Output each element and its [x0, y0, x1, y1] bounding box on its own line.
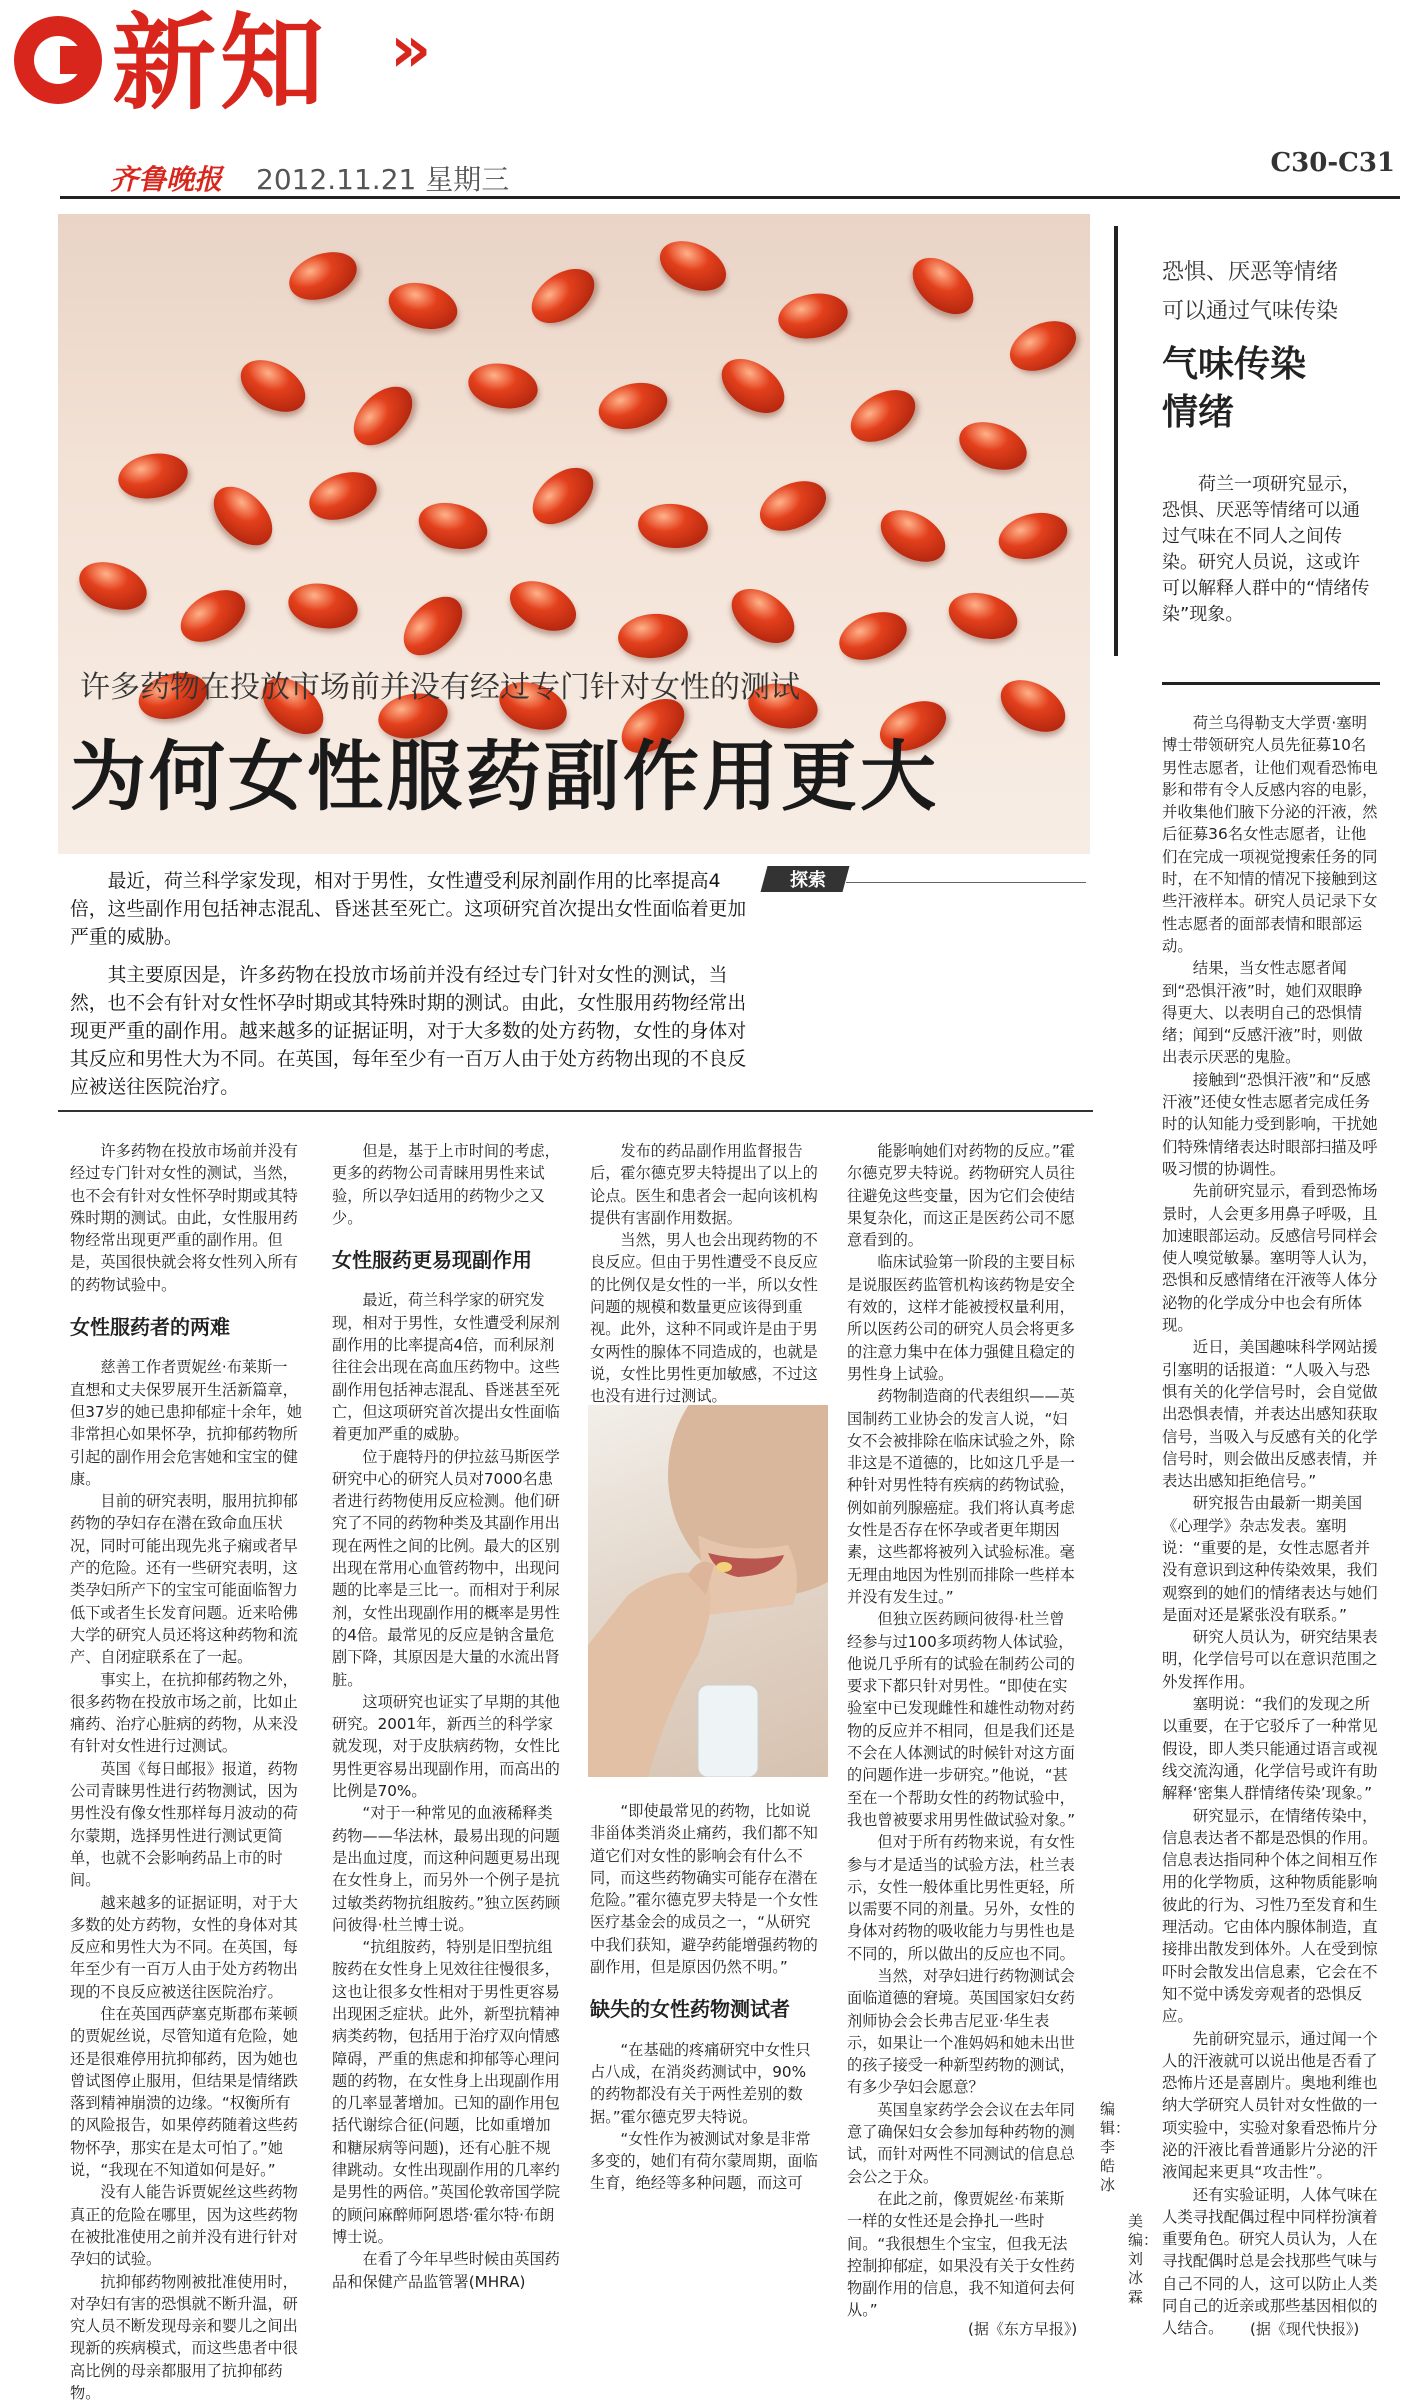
paragraph: 越来越多的证据证明，对于大多数的处方药物，女性的身体对其反应和男性大为不同。在英国，每年至少有一百万人由于处方药物出现的不良反应被送往医院治疗。 [70, 1893, 298, 2001]
paragraph: 事实上，在抗抑郁药物之外，很多药物在投放市场之前，比如止痛药、治疗心脏病的药物，从来没有针对女性进行过测试。 [70, 1670, 298, 1756]
paragraph: 住在英国西萨塞克斯郡布莱顿的贾妮丝说，尽管知道有危险，她还是很难停用抗抑郁药，因为她也曾试图停止服用，但结果是情绪跌落到精神崩溃的边缘。“权衡所有的风险报告，如果停药随着这些药物怀孕，那实在是太可怕了。”她说，“我现在不知道如何是好。” [70, 2004, 298, 2180]
body-column-3 [590, 1140, 820, 1408]
column-tag: 探索 [790, 870, 826, 891]
paragraph: 塞明说：“我们的发现之所以重要，在于它驳斥了一种常见假设，即人类只能通过语言或视线交流沟通，化学信号或许有助解释‘密集人群情绪传染’现象。” [1162, 1695, 1378, 1803]
sidebar-body [1162, 712, 1378, 2340]
paragraph: 发布的药品副作用监督报告后，霍尔德克罗夫特提出了以上的论点。医生和患者会一起向该机构提供有害副作用数据。 [590, 1142, 818, 1227]
sidebar-kicker: 恐惧、厌恶等情绪 [1162, 260, 1339, 285]
lede-paragraph: 最近，荷兰科学家发现，相对于男性，女性遭受利尿剂副作用的比率提高4倍，这些副作用包括神志混乱、昏迷甚至死亡。这项研究首次提出女性面临着更加严重的威胁。 [70, 871, 747, 948]
paragraph: 研究人员认为，研究结果表明，化学信号可以在意识范围之外发挥作用。 [1162, 1628, 1378, 1691]
sidebar-kicker: 可以通过气味传染 [1162, 299, 1339, 324]
designer-credit: 美编：刘冰霖 [1128, 2212, 1159, 2306]
paragraph: 慈善工作者贾妮丝·布莱斯一直想和丈夫保罗展开生活新篇章，但37岁的她已患抑郁症十余年，她非常担心如果怀孕，抗抑郁药物所引起的副作用会危害她和宝宝的健康。 [70, 1358, 302, 1488]
paragraph: 这项研究也证实了早期的其他研究。2001年，新西兰的科学家就发现，对于皮肤病药物，女性比男性更容易出现副作用，而高出的比例是70%。 [332, 1692, 560, 1801]
body-column-1 [70, 1140, 302, 2404]
article-headline: 为何女性服药副作用更大 [70, 732, 939, 821]
paper-name: 齐鲁晚报 [110, 163, 223, 196]
body-top-rule [58, 1110, 1093, 1112]
article-source: (据《东方早报》) [968, 2320, 1078, 2338]
body-column-3-continued [590, 1800, 820, 2195]
paragraph: 药物制造商的代表组织——英国制药工业协会的发言人说，“妇女不会被排除在临床试验之外，除非这是不道德的，比如这几乎是一种针对男性特有疾病的药物试验，例如前列腺癌症。我们将认真考虑女性是否存在怀孕或者更年期因素，这些都将被列入试验标准。毫无理由地因为性别而排除一些样本并没有发生过。” [847, 1387, 1075, 1606]
section-heading: 女性服药者的两难 [70, 1315, 230, 1340]
editor-credit: 编辑：李皓冰 [1100, 2100, 1131, 2194]
paragraph: 没有人能告诉贾妮丝这些药物真正的危险在哪里，因为这些药物在被批准使用之前并没有进行针对孕妇的试验。 [70, 2183, 298, 2269]
column-tag-line [846, 882, 1086, 883]
paragraph: 研究报告由最新一期美国《心理学》杂志发表。塞明说：“重要的是，女性志愿者并没有意识到这种传染效果，我们观察到的她们的情绪表达与她们是面对还是紧张没有联系。” [1162, 1494, 1378, 1624]
article-lede [70, 868, 750, 1112]
top-rule [60, 196, 1400, 199]
paragraph: 研究显示，在情绪传染中，信息表达者不都是恐惧的作用。信息表达指同种个体之间相互作用的化学物质，这种物质能影响彼此的行为、习性乃至发育和生理活动。它由体内腺体制造，直接排出散发到体外。人在受到惊吓时会散发出信息素，它会在不知不觉中诱发旁观者的恐惧反应。 [1162, 1806, 1378, 2026]
paragraph: 抗抑郁药物刚被批准使用时，对孕妇有害的恐惧就不断升温，研究人员不断发现母亲和婴儿之间出现新的疾病模式，而这些患者中很高比例的母亲都服用了抗抑郁药物。 [70, 2272, 298, 2403]
sidebar-title: 情绪 [1162, 392, 1235, 433]
sidebar-intro: 荷兰一项研究显示，恐惧、厌恶等情绪可以通过气味在不同人之间传染。研究人员说，这或许可以解释人群中的“情绪传染”现象。 [1162, 474, 1370, 625]
paragraph: 当然，对孕妇进行药物测试会面临道德的窘境。英国国家妇女药剂师协会会长弗吉尼亚·华生表示，如果让一个准妈妈和她未出世的孩子接受一种新型药物的测试，有多少孕妇会愿意？ [847, 1966, 1075, 2097]
sidebar-title: 气味传染 [1162, 344, 1307, 385]
paragraph: 但独立医药顾问彼得·杜兰曾经参与过100多项药物人体试验，他说几乎所有的试验在制药公司的要求下都只针对男性。“即使在实验室中已发现雌性和雄性动物对药物的反应并不相同，但是我们还是不会在人体测试的时候针对这方面的问题作进一步研究。”他说，“甚至在一个帮助女性的药物试验中，我也曾被要求用男性做试验对象。” [847, 1610, 1076, 1829]
body-column-4 [847, 1140, 1079, 2322]
paragraph: 但是，基于上市时间的考虑，更多的药物公司青睐用男性来试验，所以孕妇适用的药物少之又少。 [332, 1142, 560, 1227]
paragraph: “即使最常见的药物，比如说非甾体类消炎止痛药，我们都不知道它们对女性的影响会有什么不同，而这些药物确实可能存在潜在危险。”霍尔德克罗夫特是一个女性医疗基金会的成员之一，“从研究中我们获知，避孕药能增强药物的副作用，但是原因仍然不明。” [590, 1802, 819, 1977]
paragraph: 结果，当女性志愿者闻到“恐惧汗液”时，她们双眼睁得更大、以表明自己的恐惧情绪；闻到“反感汗液”时，则做出表示厌恶的鬼脸。 [1162, 959, 1363, 1067]
paragraph: 英国《每日邮报》报道，药物公司青睐男性进行药物测试，因为男性没有像女性那样每月波动的荷尔蒙期，选择男性进行测试更简单，也就不会影响药品上市的时间。 [70, 1759, 298, 1890]
paragraph: 荷兰乌得勒支大学贾·塞明博士带领研究人员先征募10名男性志愿者，让他们观看恐怖电影和带有令人反感内容的电影，并收集他们腋下分泌的汗液，然后征募36名女性志愿者，让他们在完成一项视觉搜索任务的同时，在不知情的情况下接触到这些汗液样本。研究人员记录下女性志愿者的面部表情和眼部运动。 [1162, 714, 1378, 955]
body-column-2 [332, 1140, 562, 2293]
paragraph: “对于一种常见的血液稀释类药物——华法林，最易出现的问题是出血过度，而这种问题更易出现在女性身上，而另外一个例子是抗过敏类药物抗组胺药。”独立医药顾问彼得·杜兰博士说。 [332, 1804, 561, 1934]
sidebar-divider [1162, 682, 1380, 685]
photo-woman-taking-pill [588, 1405, 828, 1777]
paragraph: “抗组胺药，特别是旧型抗组胺药在女性身上见效往往慢很多，这也让很多女性相对于男性更容易出现困乏症状。此外，新型抗精神病类药物，包括用于治疗双向情感障碍，严重的焦虑和抑郁等心理问题的药物，在女性身上出现副作用的几率显著增加。已知的副作用包括代谢综合征(问题，比如重增加和糖尿病等问题)，还有心脏不规律跳动。女性出现副作用的几率约是男性的两倍。”英国伦敦帝国学院的顾问麻醉师阿恩塔·霍尔特·布朗博士说。 [332, 1938, 561, 2246]
date-line: 2012.11.21 星期三 [256, 163, 510, 196]
paragraph: “女性作为被测试对象是非常多变的，她们有荷尔蒙周期，面临生育，绝经等多种问题，而这可 [590, 2129, 818, 2193]
paragraph: 当然，男人也会出现药物的不良反应。但由于男性遭受不良反应的比例仅是女性的一半，所以女性问题的规模和数量更应该得到重视。此外，这种不同或许是由于男女两性的腺体不同造成的，也就是说，女性比男性更加敏感，不过这也没有进行过测试。 [590, 1231, 818, 1406]
paragraph: 英国皇家药学会会议在去年同意了确保妇女会参加每种药物的测试，而针对两性不同测试的信息总会公之于众。 [847, 2100, 1075, 2186]
photo-illustration [588, 1405, 828, 1777]
paragraph: 先前研究显示，看到恐怖场景时，人会更多用鼻子呼吸，且加速眼部运动。反感信号同样会使人嗅觉敏暴。塞明等人认为，恐惧和反感情绪在汗液等人体分泌物的化学成分中也会有所体现。 [1162, 1182, 1378, 1335]
paragraph: “在基础的疼痛研究中女性只占八成，在消炎药测试中，90%的药物都没有关于两性差别的数据。”霍尔德克罗夫特说。 [590, 2040, 811, 2126]
paragraph: 目前的研究表明，服用抗抑郁药物的孕妇存在潜在致命血压状况，同时可能出现先兆子痫或者早产的危险。还有一些研究表明，这类孕妇所产下的宝宝可能面临智力低下或者生长发育问题。近来哈佛大学的研究人员还将这种药物和流产、自闭症联系在了一起。 [70, 1492, 298, 1667]
paragraph: 接触到“恐惧汗液”和“反感汗液”还使女性志愿者完成任务时的认知能力受到影响，干扰她们特殊情绪表达时眼部扫描及呼吸习惯的协调性。 [1162, 1070, 1378, 1178]
lede-paragraph: 其主要原因是，许多药物在投放市场前并没有经过专门针对女性的测试，当然，也不会有针对女性怀孕时期或其特殊时期的测试。由此，女性服用药物经常出现更严重的副作用。越来越多的证据证明，对于大多数的处方药物，女性的身体对其反应和男性大为不同。在英国，每年至少有一百万人由于处方药物出现的不良反应被送往医院治疗。 [70, 965, 747, 1098]
paragraph: 许多药物在投放市场前并没有经过专门针对女性的测试，当然，也不会有针对女性怀孕时期或其特殊时期的测试。由此，女性服用药物经常出现更严重的副作用。但是，英国很快就会将女性列入所有的药物试验中。 [70, 1142, 298, 1294]
sidebar-vertical-rule [1114, 226, 1118, 656]
paragraph: 在此之前，像贾妮丝·布莱斯一样的女性还是会挣扎一些时间。“我很想生个宝宝，但我无法控制抑郁症，如果没有关于女性药物副作用的信息，我不知道何去何从。” [847, 2189, 1075, 2320]
section-quote-mark: » [390, 13, 432, 87]
section-heading: 缺失的女性药物测试者 [590, 1997, 790, 2022]
paragraph: 但对于所有药物来说，有女性参与才是适当的试验方法，杜兰表示，女性一般体重比男性更轻，所以需要不同的剂量。另外，女性的身体对药物的吸收能力与男性也是不同的，所以做出的反应也不同。 [847, 1833, 1075, 1963]
paragraph: 还有实验证明，人体气味在人类寻找配偶过程中同样扮演着重要角色。研究人员认为，人在寻找配偶时总是会找那些气味与自己不同的人，这可以防止人类同自己的近亲或那些基因相似的人结合。 [1162, 2185, 1378, 2338]
sidebar-source: (据《现代快报》) [1250, 2320, 1360, 2338]
article-subhead: 许多药物在投放市场前并没有经过专门针对女性的测试 [80, 670, 800, 705]
paragraph: 先前研究显示，通过闻一个人的汗液就可以说出他是否看了恐怖片还是喜剧片。奥地利维也纳大学研究人员针对女性做的一项实验中，实验对象看恐怖片分泌的汗液比看普通影片分泌的汗液闻起来更具“攻击性”。 [1162, 2029, 1378, 2182]
paragraph: 能影响她们对药物的反应。”霍尔德克罗夫特说。药物研究人员往往避免这些变量，因为它们会使结果复杂化，而这正是医药公司不愿意看到的。 [847, 1142, 1076, 1250]
paragraph: 最近，荷兰科学家的研究发现，相对于男性，女性遭受利尿剂副作用的比率提高4倍，而利尿剂往往会出现在高血压药物中。这些副作用包括神志混乱、昏迷甚至死亡，但这项研究首次提出女性面临着更加严重的威胁。 [332, 1291, 560, 1444]
paragraph: 在看了今年早些时候由英国药品和保健产品监管署(MHRA) [332, 2250, 560, 2291]
paragraph: 临床试验第一阶段的主要目标是说服医药监管机构该药物是安全有效的，这样才能被授权量利用，所以医药公司的研究人员会将更多的注意力集中在体力强健且稳定的男性身上试验。 [847, 1253, 1075, 1383]
section-heading: 女性服药更易现副作用 [332, 1248, 532, 1273]
section-name: 新知 [112, 1, 329, 124]
page-range: C30-C31 [1270, 148, 1395, 178]
section-logo-mark-cut [60, 46, 92, 74]
paragraph: 位于鹿特丹的伊拉兹马斯医学研究中心的研究人员对7000名患者进行药物使用反应检测。他们研究了不同的药物种类及其副作用出现在两性之间的比例。最大的区别出现在常用心血管药物中，出现问题的比率是三比一。而相对于利尿剂，女性出现副作用的概率是男性的4倍。最常见的反应是钠含量危剧下降，其原因是大量的水流出肾脏。 [332, 1447, 560, 1689]
paragraph: 近日，美国趣味科学网站援引塞明的话报道：“人吸入与恐惧有关的化学信号时，会自觉做出恐惧表情，并表达出感知获取信号，当吸入与反感有关的化学信号时，则会做出反感表情，并表达出感知拒绝信号。” [1162, 1338, 1378, 1491]
